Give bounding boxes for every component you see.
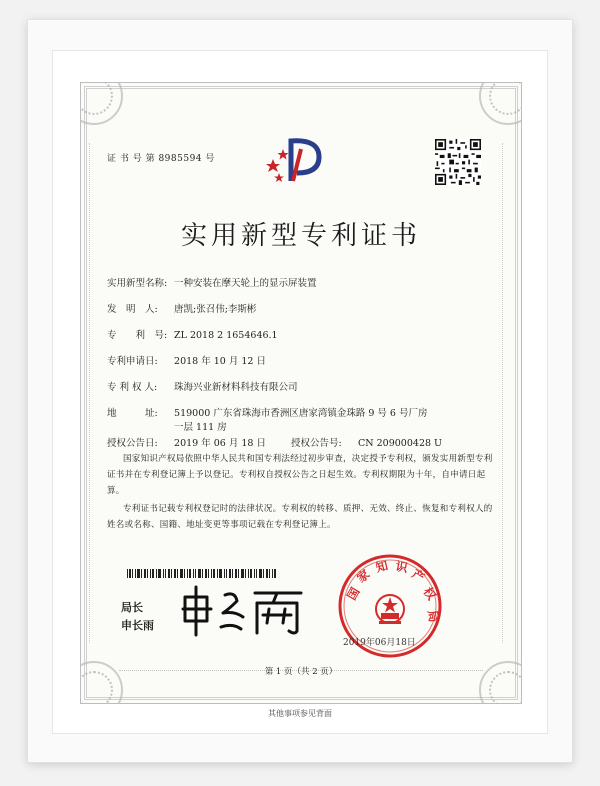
handwritten-signature-icon	[177, 579, 307, 639]
svg-text:知: 知	[374, 558, 390, 575]
patent-certificate	[80, 82, 522, 704]
footnote: 其他事项参见背面	[268, 709, 332, 718]
field-value: 一层 111 房	[174, 422, 227, 433]
barcode-icon	[127, 569, 277, 578]
field-value: ZL 2018 2 1654646.1	[174, 330, 278, 341]
director-title: 局长	[121, 601, 143, 614]
grant-statement: 国家知识产权局依照中华人民共和国专利法经过初步审查，决定授予专利权，颁发实用新型专利证书并在专利登记簿上予以登记。专利权自授权公告之日起生效。专利权期限为十年，自申请日起算。	[107, 454, 493, 496]
cnipa-logo-icon	[261, 131, 331, 191]
director-name: 申长雨	[121, 619, 154, 632]
field-patentee	[107, 379, 298, 393]
field-value: 2019 年 06 月 18 日	[174, 438, 266, 449]
field-value: 519000 广东省珠海市香洲区唐家湾镇金珠路 9 号 6 号厂房	[174, 408, 428, 419]
corner-ornament	[80, 82, 123, 125]
field-label: 专 利 权 人:	[107, 382, 158, 393]
field-label: 授权公告日:	[107, 438, 158, 449]
field-value: 一种安装在摩天轮上的显示屏装置	[174, 278, 317, 289]
svg-text:家: 家	[354, 566, 373, 586]
field-patent-number	[107, 327, 278, 341]
field-address	[107, 405, 427, 419]
field-address-continued	[107, 419, 227, 433]
svg-text:局: 局	[425, 609, 441, 624]
certificate-number: 证 书 号 第 8985594 号	[107, 154, 215, 164]
corner-ornament	[479, 82, 522, 125]
field-label: 授权公告号:	[291, 438, 342, 449]
field-label: 实用新型名称:	[107, 278, 168, 289]
field-utility-model-name	[107, 275, 317, 289]
svg-text:识: 识	[394, 559, 409, 576]
field-value: 唐凯;张召伟;李斯彬	[174, 304, 257, 315]
field-application-date	[107, 353, 266, 367]
field-label: 专 利 号:	[107, 330, 168, 341]
field-grant-number	[291, 435, 442, 449]
field-inventors	[107, 301, 256, 315]
page-number: 第 1 页（共 2 页）	[264, 667, 338, 677]
field-label: 发 明 人:	[107, 304, 158, 315]
svg-text:国: 国	[344, 585, 363, 603]
svg-text:产: 产	[409, 566, 428, 585]
svg-text:权: 权	[420, 584, 439, 603]
qr-code-icon	[435, 139, 481, 185]
seal-date: 2019年06月18日	[343, 638, 416, 648]
field-value: 珠海兴业新材料科技有限公司	[174, 382, 298, 393]
field-label: 专利申请日:	[107, 356, 158, 367]
certificate-title: 实用新型专利证书	[180, 221, 421, 251]
field-label: 地 址:	[107, 408, 158, 419]
field-value: CN 209000428 U	[358, 438, 443, 449]
legal-status-statement: 专利证书记载专利权登记时的法律状况。专利权的转移、质押、无效、终止、恢复和专利权人的姓名或名称、国籍、地址变更等事项记载在专利登记簿上。	[107, 504, 493, 530]
field-value: 2018 年 10 月 12 日	[174, 356, 266, 367]
field-grant-date	[107, 435, 266, 449]
